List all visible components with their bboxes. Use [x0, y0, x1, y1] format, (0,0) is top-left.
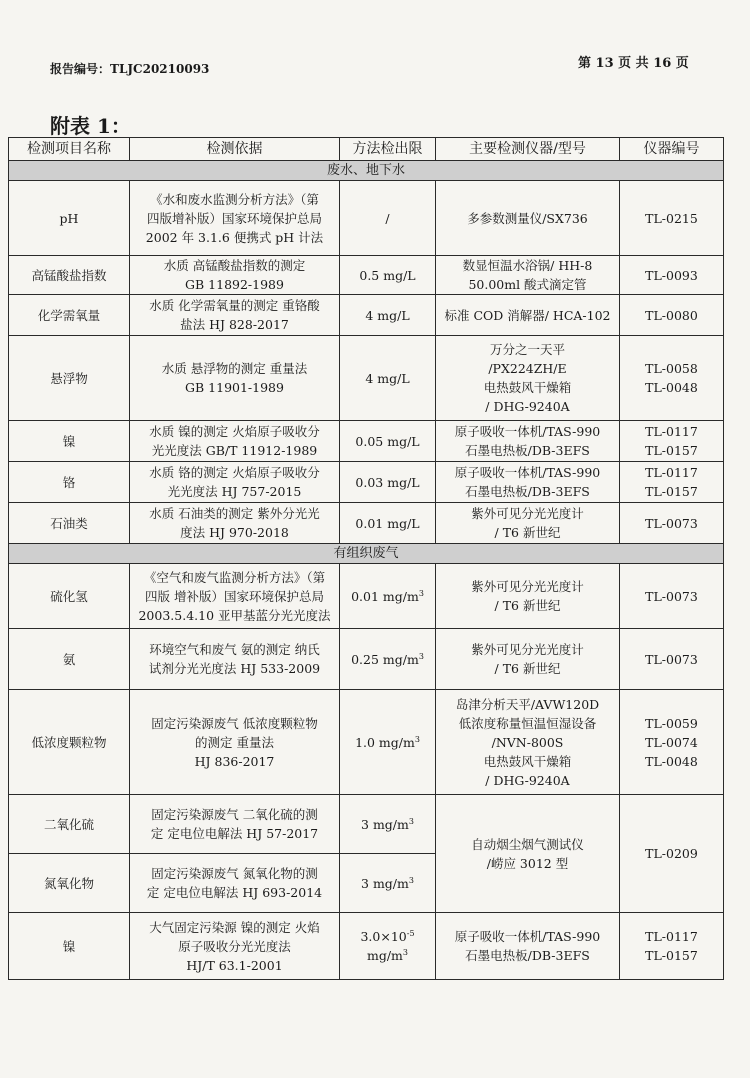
section-row-water — [9, 161, 724, 181]
detection-limit: 0.05 mg/L — [340, 421, 436, 462]
method-basis: 水质 石油类的测定 紫外分光光 度法 HJ 970-2018 — [130, 503, 340, 544]
instrument: 岛津分析天平/AVW120D 低浓度称量恒温恒湿设备 /NVN-800S 电热鼓风干燥箱 / DHG-9240A — [436, 690, 620, 795]
section-label: 有组织废气 — [9, 544, 724, 564]
instrument: 多参数测量仪/SX736 — [436, 181, 620, 256]
instrument: 万分之一天平 /PX224ZH/E 电热鼓风干燥箱 / DHG-9240A — [436, 336, 620, 421]
instrument: 原子吸收一体机/TAS-990 石墨电热板/DB-3EFS — [436, 913, 620, 980]
item-name: 低浓度颗粒物 — [9, 690, 130, 795]
detection-limit: 4 mg/L — [340, 295, 436, 336]
instrument: 紫外可见分光光度计 / T6 新世纪 — [436, 629, 620, 690]
detection-limit: / — [340, 181, 436, 256]
method-basis: 水质 化学需氧量的测定 重铬酸 盐法 HJ 828-2017 — [130, 295, 340, 336]
item-name: 化学需氧量 — [9, 295, 130, 336]
table-row — [9, 295, 724, 336]
table-row — [9, 336, 724, 421]
method-basis: 水质 高锰酸盐指数的测定 GB 11892-1989 — [130, 256, 340, 295]
instrument: 紫外可见分光光度计 / T6 新世纪 — [436, 564, 620, 629]
method-basis: 固定污染源废气 低浓度颗粒物 的测定 重量法 HJ 836-2017 — [130, 690, 340, 795]
instrument-code: TL-0215 — [620, 181, 724, 256]
item-name: 悬浮物 — [9, 336, 130, 421]
method-basis: 水质 镍的测定 火焰原子吸收分 光光度法 GB/T 11912-1989 — [130, 421, 340, 462]
item-name: 高锰酸盐指数 — [9, 256, 130, 295]
detection-limit: 0.5 mg/L — [340, 256, 436, 295]
instrument-code: TL-0073 — [620, 629, 724, 690]
item-name: 氨 — [9, 629, 130, 690]
table-header-row — [9, 138, 724, 161]
item-name: 二氧化硫 — [9, 795, 130, 854]
instrument: 数显恒温水浴锅/ HH-8 50.00ml 酸式滴定管 — [436, 256, 620, 295]
method-basis: 固定污染源废气 氮氧化物的测 定 定电位电解法 HJ 693-2014 — [130, 854, 340, 913]
detection-limit: 0.01 $mg/m^3$ — [340, 564, 436, 629]
table-row — [9, 629, 724, 690]
instrument: 原子吸收一体机/TAS-990 石墨电热板/DB-3EFS — [436, 421, 620, 462]
detection-limit: 4 mg/L — [340, 336, 436, 421]
appendix-title: 附表 1： — [50, 114, 131, 138]
table-row — [9, 564, 724, 629]
instrument-code: TL-0058 TL-0048 — [620, 336, 724, 421]
table-row — [9, 690, 724, 795]
instrument-code: TL-0093 — [620, 256, 724, 295]
item-name: 石油类 — [9, 503, 130, 544]
table-row — [9, 181, 724, 256]
item-name: 氮氧化物 — [9, 854, 130, 913]
method-basis: 《水和废水监测分析方法》（第 四版增补版）国家环境保护总局 2002 年 3.1.6 便携式 pH 计法 — [130, 181, 340, 256]
instrument-code: TL-0073 — [620, 564, 724, 629]
col-header-code: 仪器编号 — [620, 138, 724, 161]
col-header-basis: 检测依据 — [130, 138, 340, 161]
method-basis: 《空气和废气监测分析方法》（第 四版 增补版）国家环境保护总局 2003.5.4.10 亚甲基蓝分光光度法 — [130, 564, 340, 629]
detection-limit: 0.03 mg/L — [340, 462, 436, 503]
instrument: 自动烟尘烟气测试仪 /崂应 3012 型 — [436, 795, 620, 913]
instrument: 标准 COD 消解器/ HCA-102 — [436, 295, 620, 336]
detection-limit: $3.0\times 10^{-5}$ $mg/m^3$ — [340, 913, 436, 980]
instrument-code: TL-0117 TL-0157 — [620, 462, 724, 503]
instrument-code: TL-0117 TL-0157 — [620, 421, 724, 462]
table-row — [9, 503, 724, 544]
instrument: 紫外可见分光光度计 / T6 新世纪 — [436, 503, 620, 544]
table-row — [9, 421, 724, 462]
detection-limit: 0.25 $mg/m^3$ — [340, 629, 436, 690]
item-name: 镍 — [9, 913, 130, 980]
instrument-code: TL-0059 TL-0074 TL-0048 — [620, 690, 724, 795]
table-row — [9, 795, 724, 854]
detection-methods-table — [8, 137, 724, 980]
instrument-code: TL-0117 TL-0157 — [620, 913, 724, 980]
table-row — [9, 913, 724, 980]
col-header-item: 检测项目名称 — [9, 138, 130, 161]
col-header-limit: 方法检出限 — [340, 138, 436, 161]
detection-limit: 3 $mg/m^3$ — [340, 854, 436, 913]
report-number: 报告编号：TLJC20210093 — [50, 62, 210, 76]
method-basis: 水质 铬的测定 火焰原子吸收分 光光度法 HJ 757-2015 — [130, 462, 340, 503]
section-row-gas — [9, 544, 724, 564]
method-basis: 固定污染源废气 二氧化硫的测 定 定电位电解法 HJ 57-2017 — [130, 795, 340, 854]
detection-limit: 3 $mg/m^3$ — [340, 795, 436, 854]
item-name: 铬 — [9, 462, 130, 503]
method-basis: 大气固定污染源 镍的测定 火焰 原子吸收分光光度法 HJ/T 63.1-2001 — [130, 913, 340, 980]
method-basis: 环境空气和废气 氨的测定 纳氏 试剂分光光度法 HJ 533-2009 — [130, 629, 340, 690]
instrument-code: TL-0080 — [620, 295, 724, 336]
instrument: 原子吸收一体机/TAS-990 石墨电热板/DB-3EFS — [436, 462, 620, 503]
instrument-code: TL-0073 — [620, 503, 724, 544]
section-label: 废水、地下水 — [9, 161, 724, 181]
item-name: pH — [9, 181, 130, 256]
instrument-code: TL-0209 — [620, 795, 724, 913]
item-name: 硫化氢 — [9, 564, 130, 629]
detection-limit: 0.01 mg/L — [340, 503, 436, 544]
detection-limit: 1.0 $mg/m^3$ — [340, 690, 436, 795]
method-basis: 水质 悬浮物的测定 重量法 GB 11901-1989 — [130, 336, 340, 421]
table-row — [9, 256, 724, 295]
page-indicator: 第 13 页 共 16 页 — [578, 56, 689, 71]
table-row — [9, 462, 724, 503]
col-header-instrument: 主要检测仪器/型号 — [436, 138, 620, 161]
item-name: 镍 — [9, 421, 130, 462]
